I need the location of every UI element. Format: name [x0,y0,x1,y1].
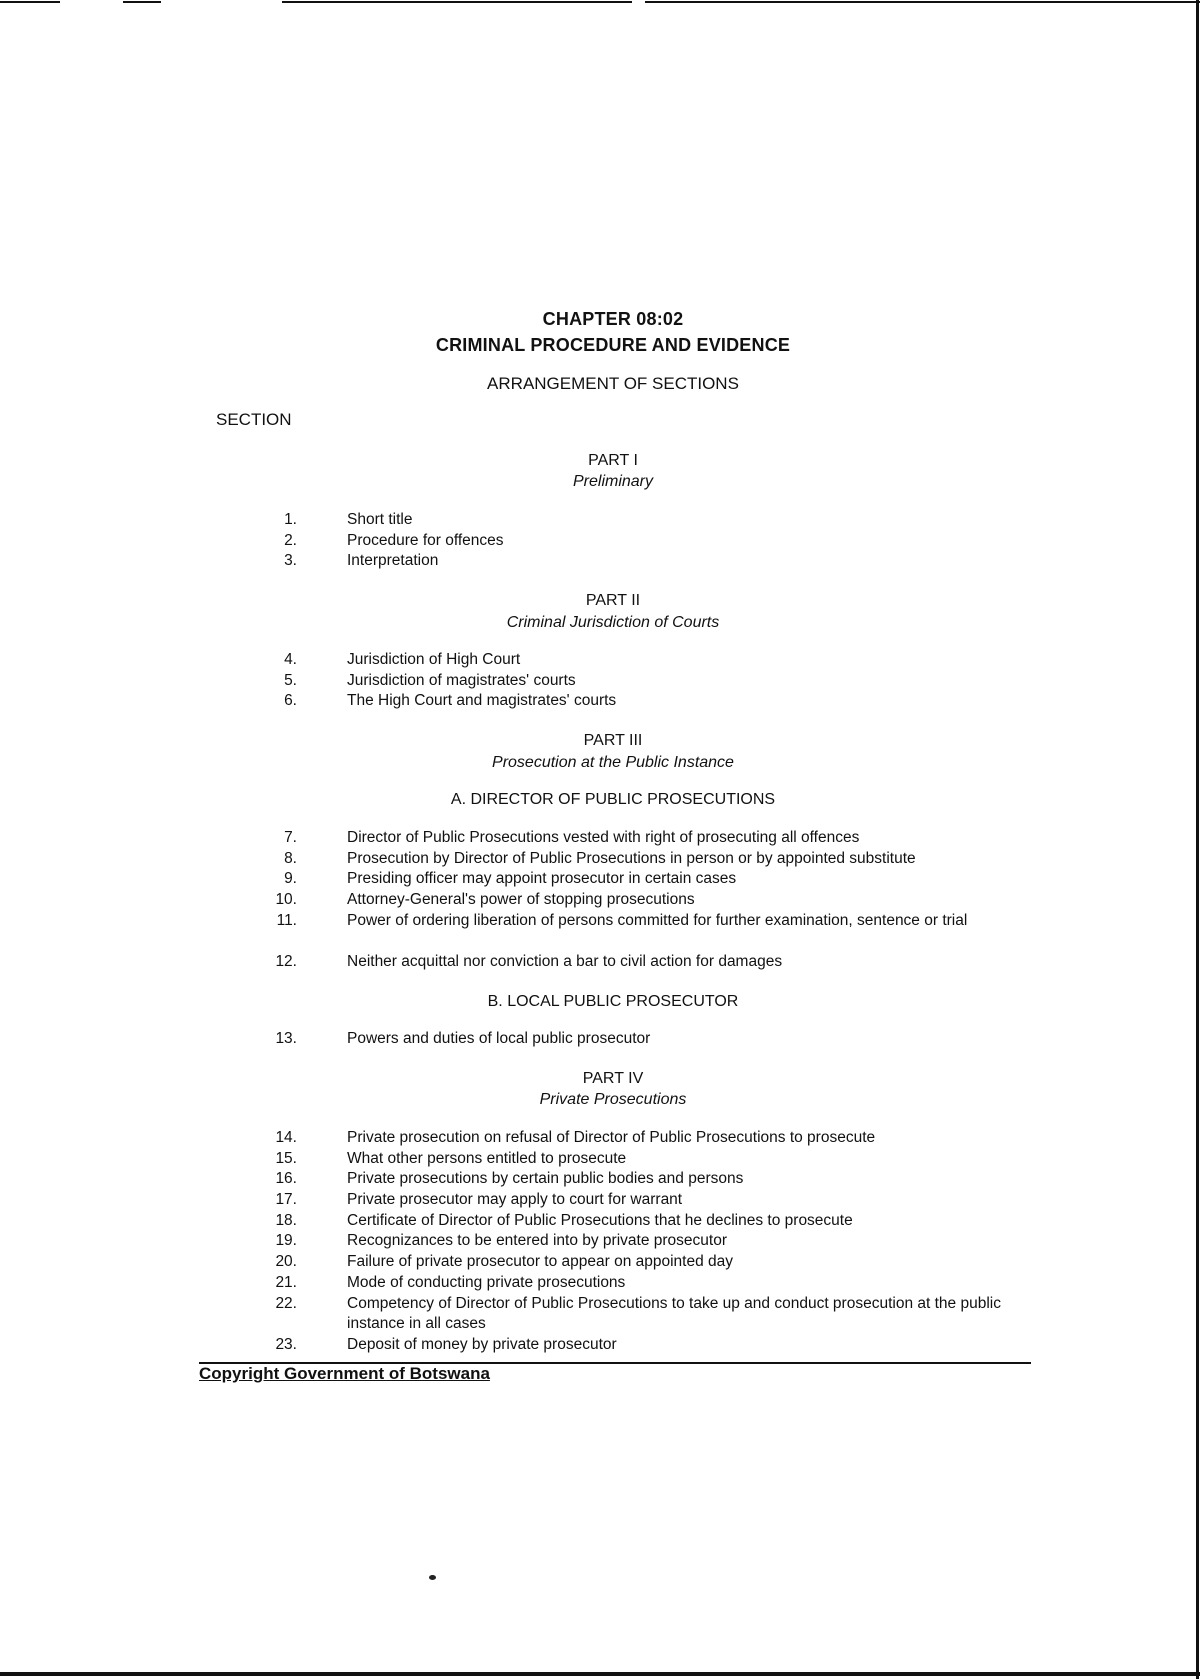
section-number: 23. [275,1335,297,1353]
section-item [0,510,1200,531]
section-item [0,1294,1200,1335]
section-title: Short title [347,511,413,528]
section-item [0,691,1200,712]
section-item [0,1252,1200,1273]
section-item [0,1335,1200,1356]
section-title: Prosecution by Director of Public Prosecutions in person or by appointed substitute [347,849,916,867]
section-item [0,849,1200,870]
section-number: 1. [284,511,297,528]
section-number: 4. [284,651,297,668]
section-number: 14. [275,1129,297,1146]
top-scan-line [123,1,161,3]
section-number: 22. [275,1294,297,1312]
arrangement-heading: ARRANGEMENT OF SECTIONS [487,374,739,393]
chapter-number: CHAPTER 08:02 [542,309,684,329]
section-title: Recognizances to be entered into by private prosecutor [347,1232,727,1250]
section-number: 10. [275,891,297,909]
section-title: Certificate of Director of Public Prosecutions that he declines to prosecute [347,1211,853,1229]
part-4-list [0,1128,1200,1356]
top-scan-line [645,1,1200,3]
section-number: 17. [275,1191,297,1209]
section-number: 6. [284,692,297,710]
section-title: Presiding officer may appoint prosecutor in certain cases [347,870,737,888]
section-column-label: SECTION [216,410,292,429]
section-title: Procedure for offences [347,531,504,549]
section-number: 13. [275,1030,297,1047]
section-number: 5. [284,671,297,689]
section-title: The High Court and magistrates' courts [347,692,617,710]
section-item [0,890,1200,911]
section-item [0,551,1200,572]
part-1-list [0,510,1200,572]
section-item [0,828,1200,849]
section-number: 7. [284,829,297,846]
section-number: 9. [284,870,297,888]
section-item [0,869,1200,890]
part-2-heading: PART II [585,592,641,609]
part-2-list [0,650,1200,712]
section-title: Mode of conducting private prosecutions [347,1273,626,1291]
top-scan-line [282,1,632,3]
section-title: Jurisdiction of High Court [347,651,521,668]
part-2-subtitle: Criminal Jurisdiction of Courts [506,614,720,631]
part-3b-list [0,1029,1200,1050]
section-title: What other persons entitled to prosecute [347,1149,627,1167]
part-3-subheading-b: B. LOCAL PUBLIC PROSECUTOR [487,993,739,1010]
section-title: Power of ordering liberation of persons committed for further examination, sentence or trial [347,911,968,929]
section-number: 15. [275,1149,297,1167]
section-title: Failure of private prosecutor to appear on appointed day [347,1253,734,1271]
section-title: Competency of Director of Public Prosecutions to take up and conduct prosecution at the public instance in all cases [347,1294,1001,1333]
part-1-heading: PART I [588,452,638,469]
scan-speck [429,1575,436,1580]
section-number: 8. [284,849,297,867]
section-item [0,671,1200,692]
section-number: 16. [275,1170,297,1188]
section-item [0,1273,1200,1294]
section-title: Director of Public Prosecutions vested with right of prosecuting all offences [347,829,860,846]
section-title: Powers and duties of local public prosecutor [347,1030,651,1047]
chapter-title: CRIMINAL PROCEDURE AND EVIDENCE [435,335,791,355]
section-item [0,1231,1200,1252]
section-item [0,650,1200,671]
section-item [0,952,1200,973]
section-item [0,531,1200,552]
section-title: Private prosecutor may apply to court for warrant [347,1191,683,1209]
section-item [0,1149,1200,1170]
section-item [0,1029,1200,1050]
part-3a-list [0,828,1200,973]
section-title: Attorney-General's power of stopping prosecutions [347,891,695,909]
section-item [0,1211,1200,1232]
part-1-subtitle: Preliminary [572,473,653,490]
section-title: Neither acquittal nor conviction a bar to civil action for damages [347,953,783,971]
section-number: 3. [284,552,297,570]
section-title: Private prosecution on refusal of Director of Public Prosecutions to prosecute [347,1129,876,1146]
section-number: 18. [275,1211,297,1229]
page-border-bottom [0,1672,1200,1676]
top-scan-line [0,1,60,3]
section-title: Interpretation [347,552,439,570]
copyright-notice: Copyright Government of Botswana [199,1364,490,1383]
part-3-subheading-a: A. DIRECTOR OF PUBLIC PROSECUTIONS [450,791,776,808]
section-item [0,1128,1200,1149]
section-number: 20. [275,1253,297,1271]
section-number: 2. [284,531,297,549]
part-3-heading: PART III [583,732,643,749]
section-item [0,1190,1200,1211]
section-item [0,1169,1200,1190]
part-4-heading: PART IV [582,1070,644,1087]
section-title: Deposit of money by private prosecutor [347,1335,617,1353]
section-number: 19. [275,1232,297,1250]
section-item [0,911,1200,952]
section-number: 12. [275,953,297,971]
section-title: Private prosecutions by certain public bodies and persons [347,1170,744,1188]
part-3-subtitle: Prosecution at the Public Instance [492,754,734,771]
section-number: 11. [276,911,297,929]
section-number: 21. [275,1273,297,1291]
part-4-subtitle: Private Prosecutions [539,1091,687,1108]
section-title: Jurisdiction of magistrates' courts [347,671,576,689]
